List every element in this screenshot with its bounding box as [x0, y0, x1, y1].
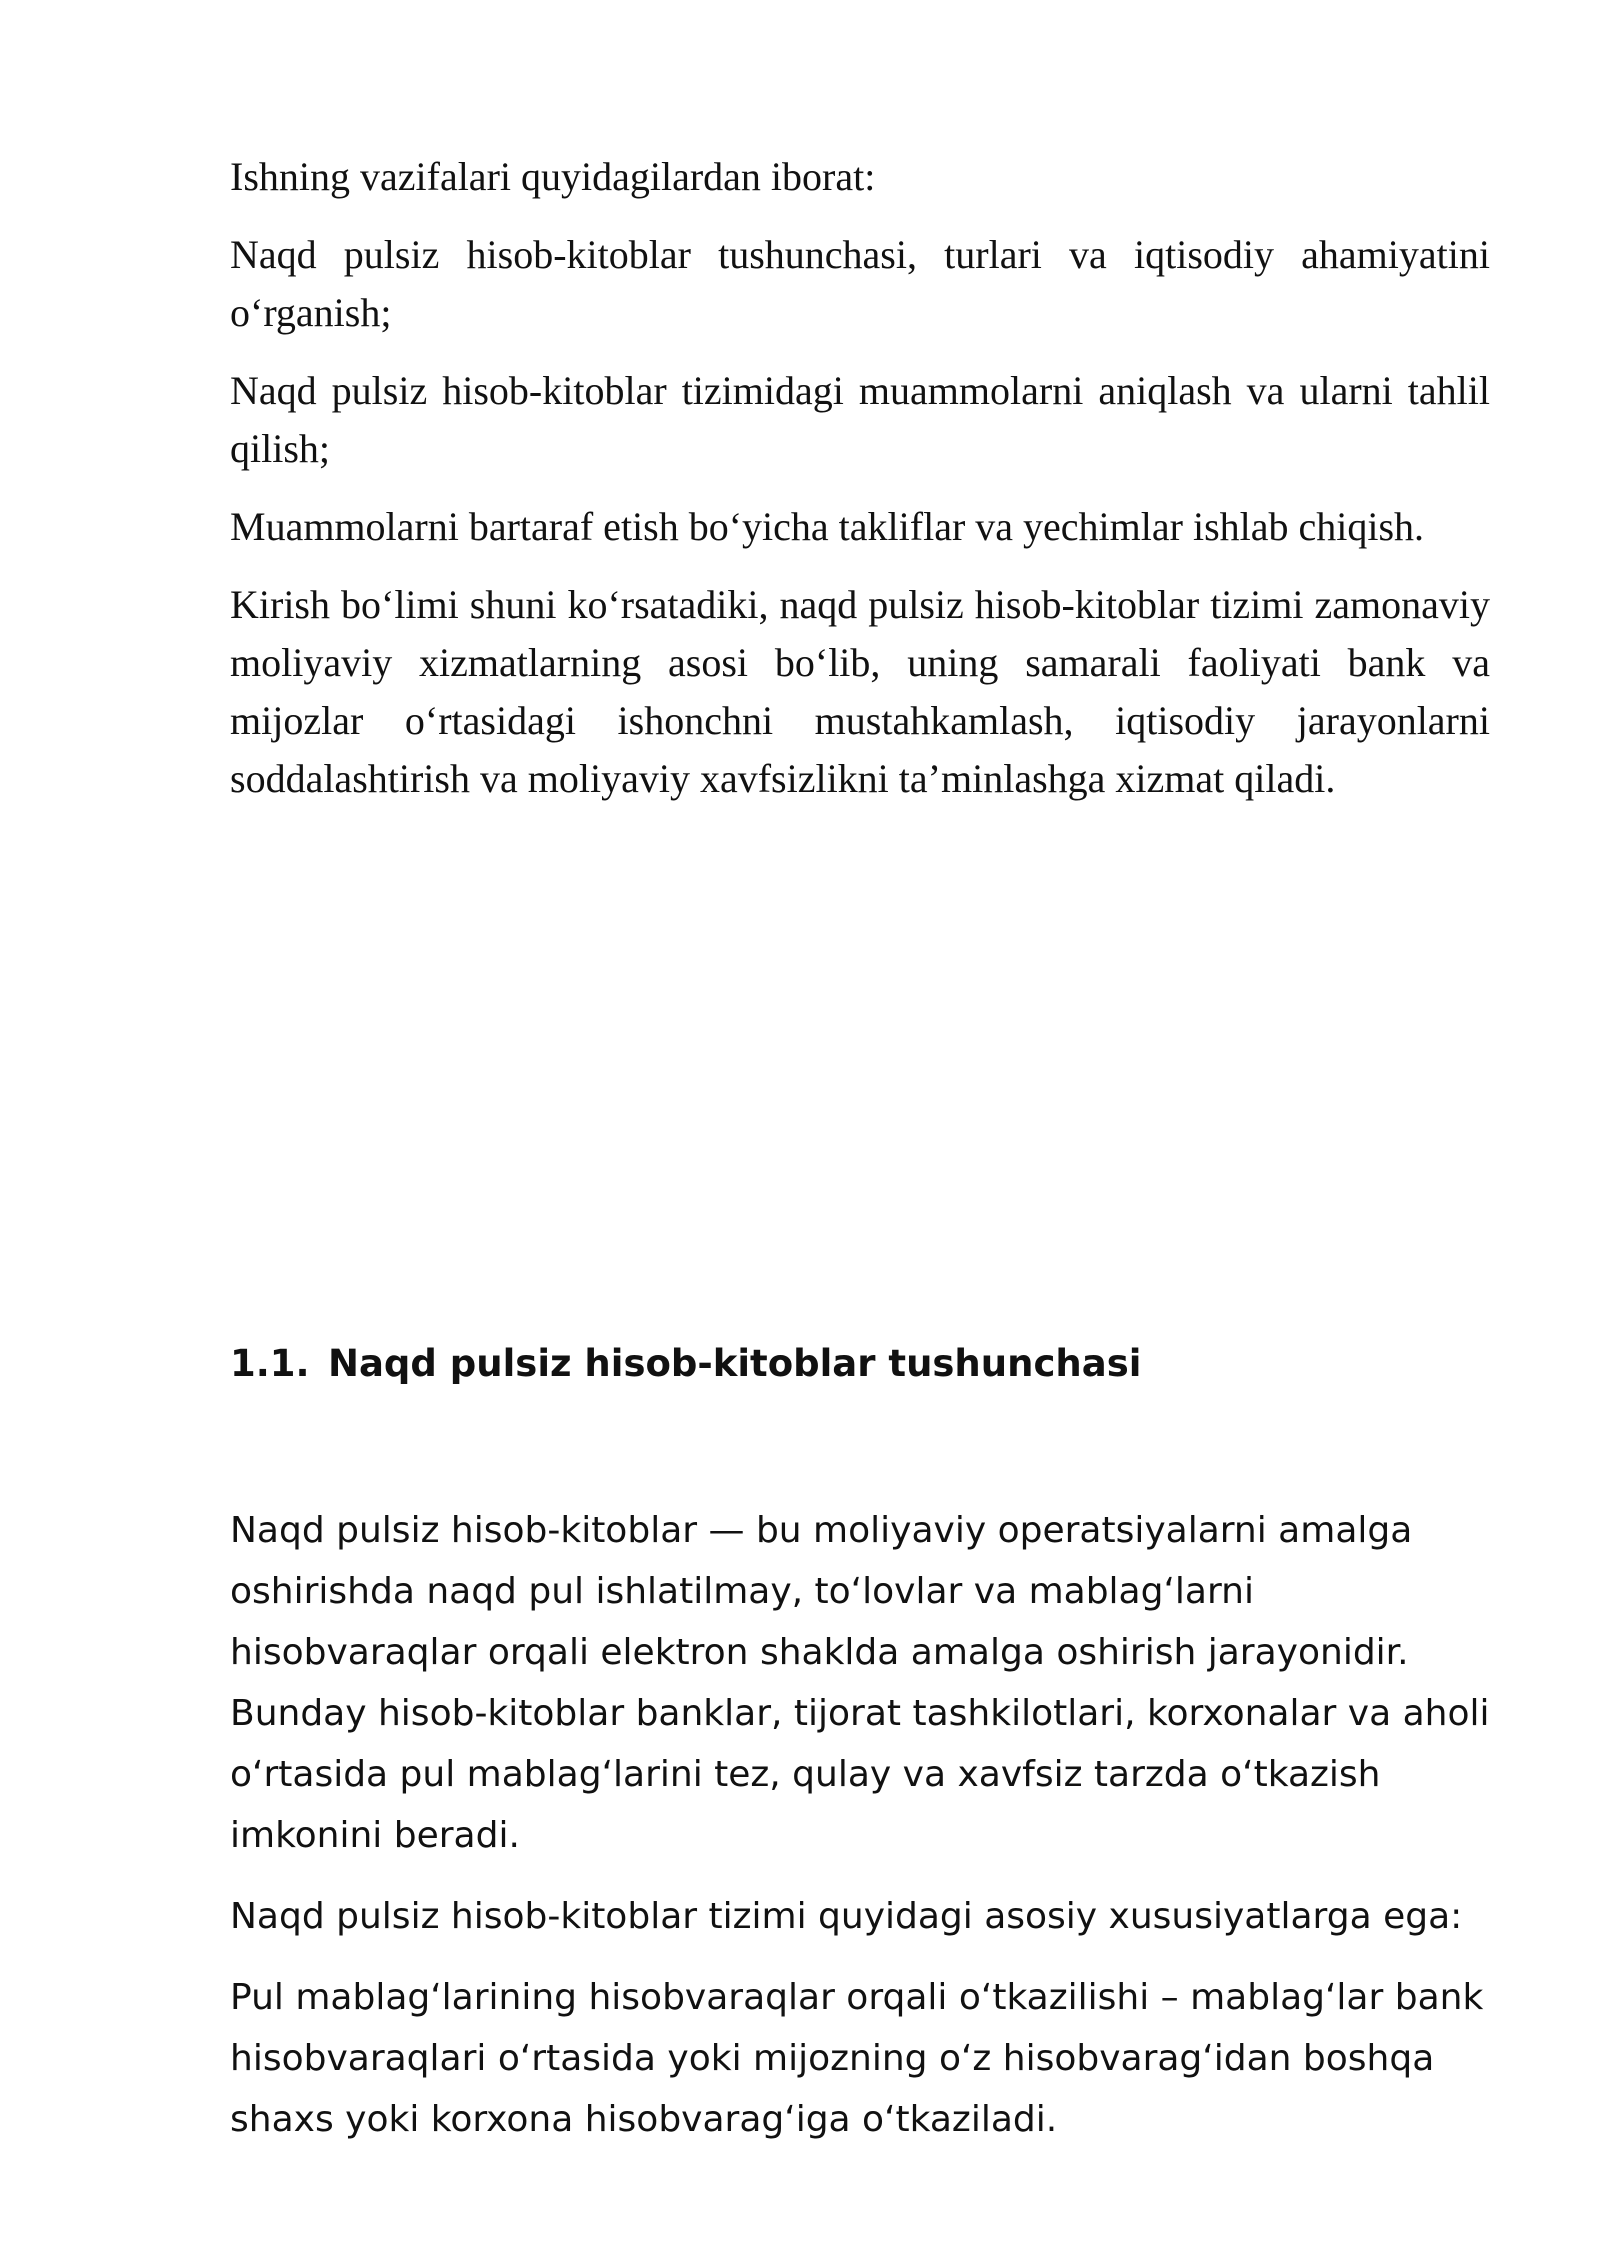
section-title: Naqd pulsiz hisob-kitoblar tushunchasi: [328, 1342, 1142, 1385]
intro-conclusion-paragraph: Kirish bo‘limi shuni ko‘rsatadiki, naqd pulsiz hisob-kitoblar tizimi zamonaviy moliyaviy xizmatlarning asosi bo‘lib, uning samarali faoliyati bank va mijozlar o‘rtasidagi ishonchni mustahkamlash, iqtisodiy jarayonlarni soddalashtirish va moliyaviy xavfsizlikni ta’minlashga xizmat qiladi.: [230, 582, 1490, 801]
section-number: 1.1.: [230, 1342, 310, 1385]
section-paragraph-1: Naqd pulsiz hisob-kitoblar — bu moliyaviy operatsiyalarni amalga oshirishda naqd pul ishlatilmay, to‘lovlar va mablag‘larni hisobvaraqlar orqali elektron shaklda amalga oshirish jarayonidir. Bunday hisob-kitoblar banklar, tijorat tashkilotlari, korxonalar va aholi o‘rtasida pul mablag‘larini tez, qulay va xavfsiz tarzda o‘tkazish imkonini beradi.: [230, 1510, 1490, 1856]
section-paragraph-3: Pul mablag‘larining hisobvaraqlar orqali o‘tkazilishi – mablag‘lar bank hisobvaraqlari o‘rtasida yoki mijozning o‘z hisobvarag‘idan boshqa shaxs yoki korxona hisobvarag‘iga o‘tkaziladi.: [230, 1977, 1484, 2140]
task-item-1: Naqd pulsiz hisob-kitoblar tushunchasi, turlari va iqtisodiy ahamiyatini o‘rganish;: [230, 232, 1490, 335]
tasks-heading: Ishning vazifalari quyidagilardan iborat:: [230, 154, 876, 199]
section-heading: [230, 1338, 1490, 1390]
section-paragraph-2: Naqd pulsiz hisob-kitoblar tizimi quyidagi asosiy xususiyatlarga ega:: [230, 1896, 1463, 1937]
task-item-2: Naqd pulsiz hisob-kitoblar tizimidagi muammolarni aniqlash va ularni tahlil qilish;: [230, 368, 1490, 471]
section-body: [230, 1500, 1490, 2170]
task-item-3: Muammolarni bartaraf etish bo‘yicha takliflar va yechimlar ishlab chiqish.: [230, 504, 1425, 549]
intro-text-block: [230, 148, 1490, 828]
